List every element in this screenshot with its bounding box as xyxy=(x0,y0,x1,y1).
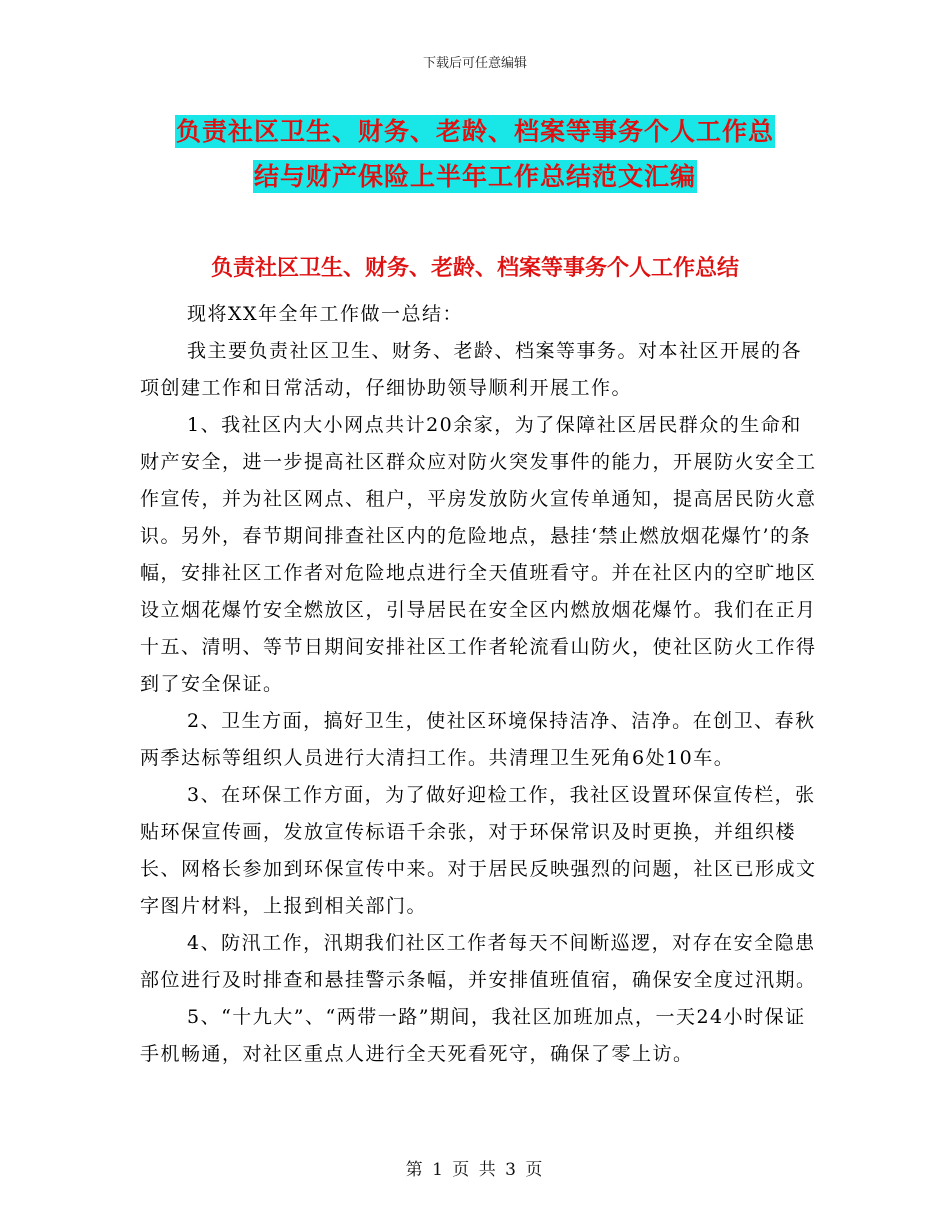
section-title: 负责社区卫生、财务、老龄、档案等事务个人工作总结 xyxy=(210,255,739,281)
paragraph-item-5: 5、“十九大”、“两带一路”期间，我社区加班加点，一天24小时保证手机畅通，对社区重点人进行全天死看死守，确保了零上访。 xyxy=(140,1006,806,1065)
paragraph-item-3: 3、在环保工作方面，为了做好迎检工作，我社区设置环保宣传栏，张贴环保宣传画，发放宣传标语千余张，对于环保常识及时更换，并组织楼长、网格长参加到环保宣传中来。对于居民反映强烈的问题，社区已形成文字图片材料，上报到相关部门。 xyxy=(140,784,817,917)
paragraph-intro: 现将XX年全年工作做一总结： xyxy=(187,303,464,325)
paragraph-item-1: 1、我社区内大小网点共计20余家，为了保障社区居民群众的生命和财产安全，进一步提高社区群众应对防火突发事件的能力，开展防火安全工作宣传，并为社区网点、租户，平房发放防火宣传单通知，提高居民防火意识。另外，春节期间排查社区内的危险地点，悬挂‘禁止燃放烟花爆竹’的条幅，安排社区工作者对危险地点进行全天值班看守。并在社区内的空旷地区设立烟花爆竹安全燃放区，引导居民在安全区内燃放烟花爆竹。我们在正月十五、清明、等节日期间安排社区工作者轮流看山防火，使社区防火工作得到了安全保证。 xyxy=(140,414,817,695)
header-note: 下载后可任意编辑 xyxy=(422,56,527,71)
paragraph-item-2: 2、卫生方面，搞好卫生，使社区环境保持洁净、洁净。在创卫、春秋两季达标等组织人员进行大清扫工作。共清理卫生死角6处10车。 xyxy=(140,710,816,769)
document-body xyxy=(140,296,820,1073)
title-highlight-1: 负责社区卫生、财务、老龄、档案等事务个人工作总 xyxy=(175,117,774,146)
paragraph-duties: 我主要负责社区卫生、财务、老龄、档案等事务。对本社区开展的各项创建工作和日常活动，仔细协助领导顺利开展工作。 xyxy=(140,340,803,399)
paragraph-item-4: 4、防汛工作，汛期我们社区工作者每天不间断巡逻，对存在安全隐患部位进行及时排查和悬挂警示条幅，并安排值班值宿，确保安全度过汛期。 xyxy=(140,932,817,991)
page-number: 第 1 页 共 3 页 xyxy=(405,1160,545,1180)
document-title-line-2 xyxy=(0,157,950,193)
title-highlight-2: 结与财产保险上半年工作总结范文汇编 xyxy=(253,162,696,191)
document-title-line-1 xyxy=(0,112,950,148)
